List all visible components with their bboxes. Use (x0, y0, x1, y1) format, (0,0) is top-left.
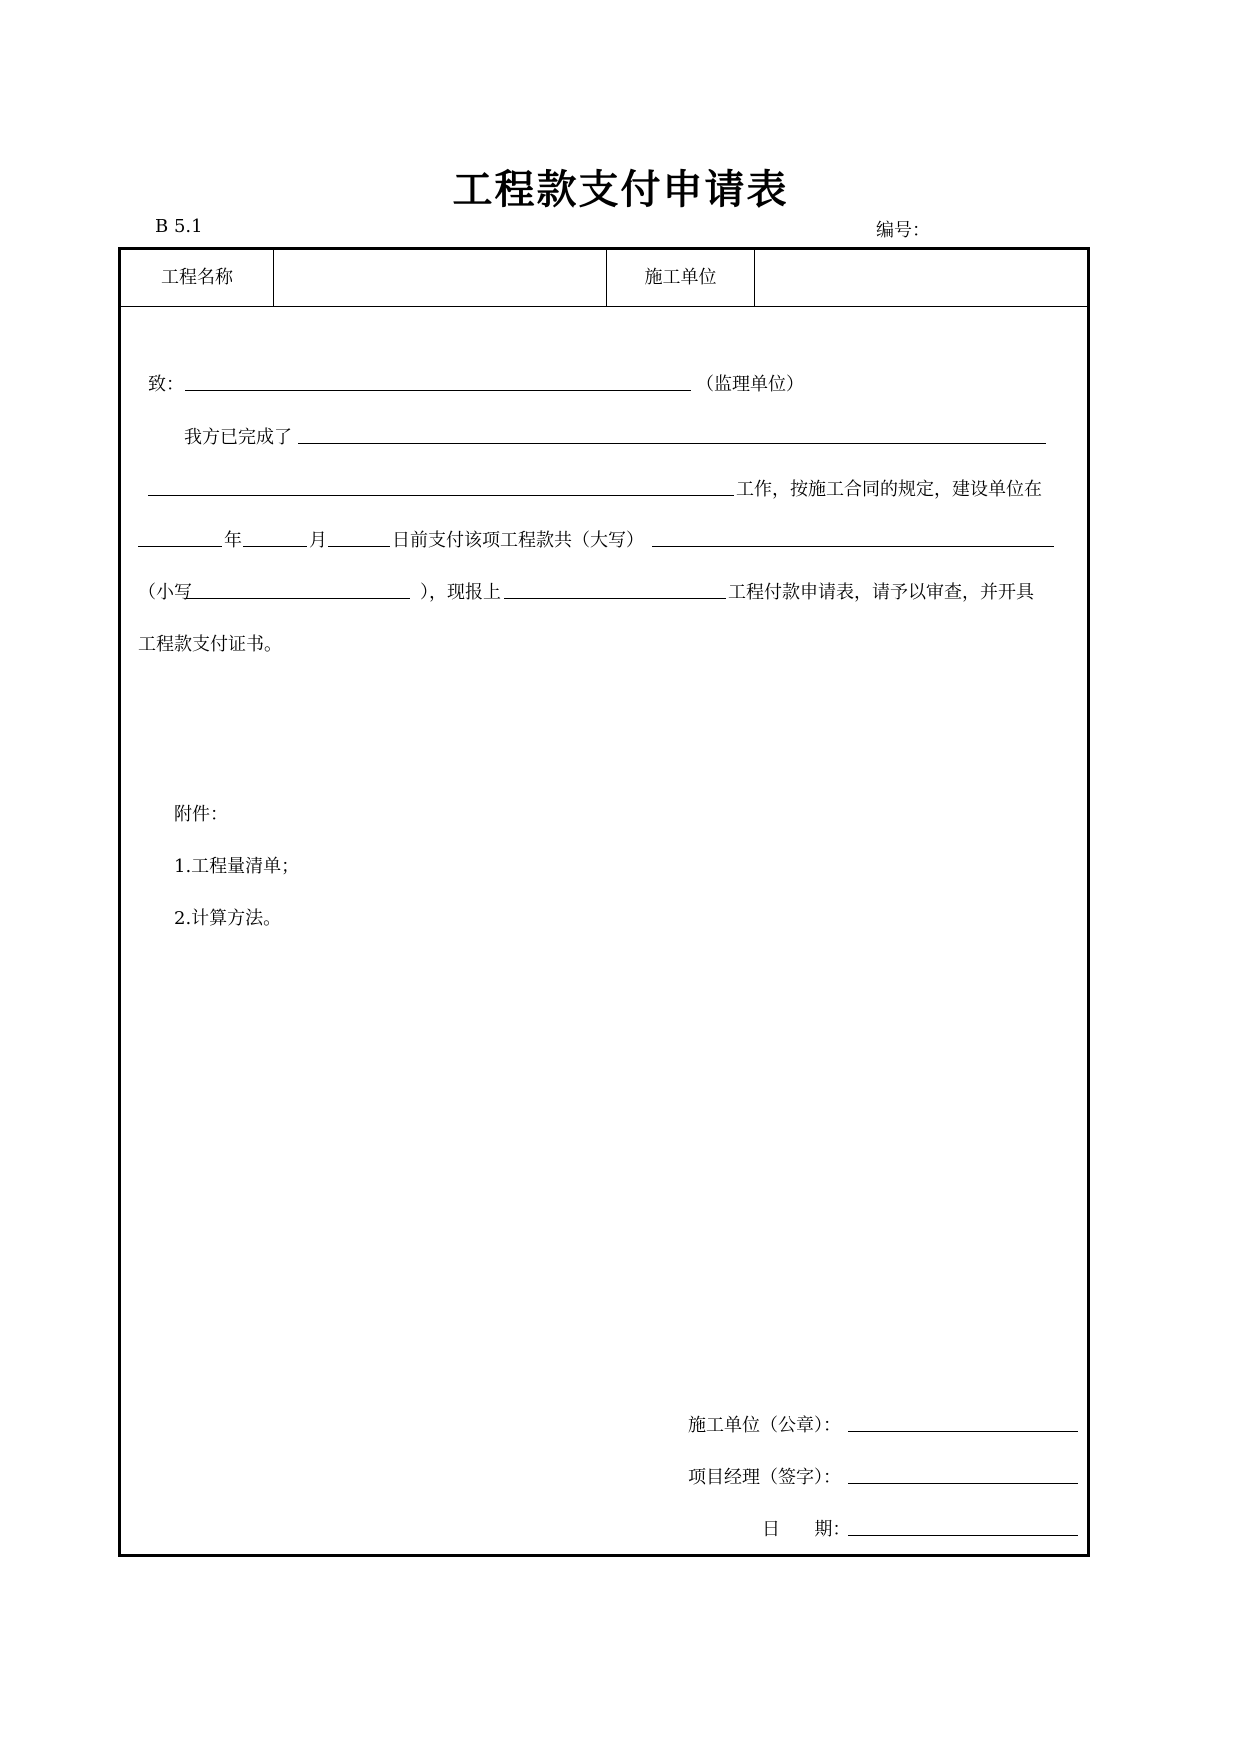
amount-small-blank[interactable] (186, 598, 410, 599)
completed-work-blank[interactable] (298, 443, 1046, 444)
serial-number-label: 编号： (876, 220, 930, 241)
form-code: B 5.1 (155, 216, 203, 237)
attachment-item: 2.计算方法。 (174, 908, 282, 929)
amount-capital-blank[interactable] (652, 546, 1054, 547)
contractor-field[interactable] (755, 250, 1087, 306)
supervisor-unit-blank[interactable] (185, 390, 691, 391)
date-label: 日 期： (762, 1519, 851, 1540)
review-request-text: 工程付款申请表，请予以审查，并开具 (728, 582, 1034, 603)
month-blank[interactable] (243, 546, 307, 547)
header-row-divider (121, 306, 1087, 307)
payment-application-blank[interactable] (504, 598, 726, 599)
contract-clause-text: 工作，按施工合同的规定，建设单位在 (736, 479, 1042, 500)
project-name-label: 工程名称 (161, 267, 233, 288)
attachment-item: 1.工程量清单； (174, 856, 300, 877)
year-blank[interactable] (138, 546, 222, 547)
contractor-seal-label: 施工单位（公章）： (688, 1415, 841, 1436)
attachments-label: 附件： (174, 804, 228, 825)
project-name-field[interactable] (274, 250, 606, 306)
to-label: 致： (148, 374, 184, 395)
month-label: 月 (309, 530, 327, 551)
year-label: 年 (224, 530, 242, 551)
certificate-text: 工程款支付证书。 (138, 634, 282, 655)
date-blank[interactable] (848, 1535, 1078, 1536)
amount-small-lead: （小写 (138, 582, 192, 603)
form-title: 工程款支付申请表 (452, 166, 789, 213)
completed-work-lead: 我方已完成了 (184, 427, 292, 448)
day-blank[interactable] (328, 546, 390, 547)
project-manager-blank[interactable] (848, 1483, 1078, 1484)
amount-capital-label: 日前支付该项工程款共（大写） (392, 530, 644, 551)
contractor-seal-blank[interactable] (848, 1431, 1078, 1432)
project-manager-label: 项目经理（签字）： (688, 1467, 841, 1488)
supervisor-unit-suffix: （监理单位） (696, 374, 804, 395)
work-description-blank[interactable] (148, 495, 734, 496)
submitted-text: ），现报上 (420, 582, 501, 603)
contractor-label: 施工单位 (644, 267, 717, 288)
